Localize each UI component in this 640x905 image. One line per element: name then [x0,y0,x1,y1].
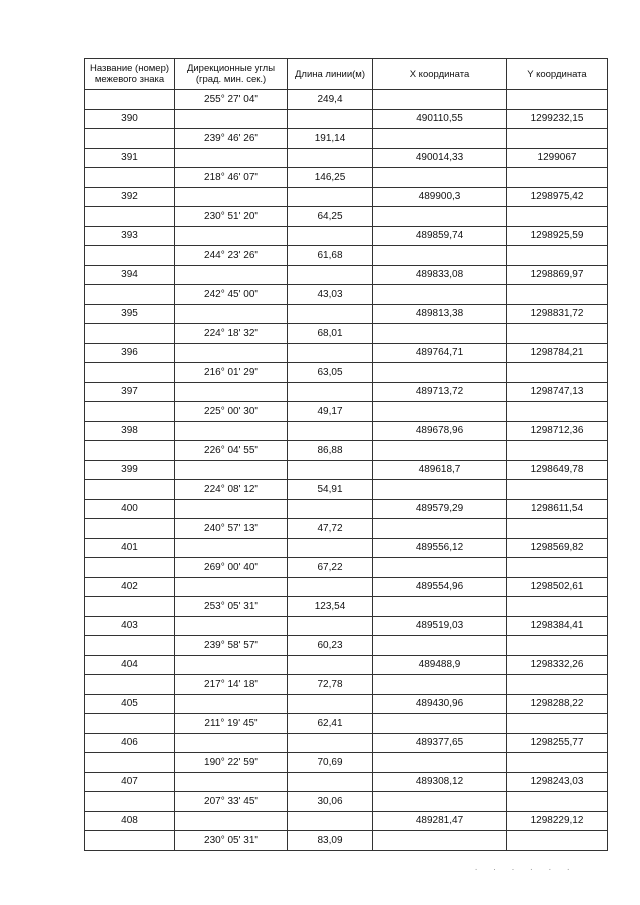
cell-marker-name [85,753,175,773]
cell-y-coordinate [507,714,608,734]
table-row [85,597,608,617]
footer-marks: . . . . . . [474,864,576,872]
table-row [85,246,608,266]
cell-line-length [288,811,373,831]
cell-direction-angle [175,148,288,168]
cell-marker-name: 402 [85,577,175,597]
table-row [85,441,608,461]
cell-line-length [288,148,373,168]
cell-y-coordinate: 1298229,12 [507,811,608,831]
table-row [85,831,608,851]
table-row [85,733,608,753]
cell-direction-angle: 224° 08' 12" [175,480,288,500]
cell-line-length [288,538,373,558]
cell-line-length: 60,23 [288,636,373,656]
cell-line-length: 54,91 [288,480,373,500]
boundary-coordinates-table [84,58,608,851]
cell-direction-angle [175,304,288,324]
cell-line-length: 30,06 [288,792,373,812]
cell-y-coordinate [507,441,608,461]
cell-marker-name: 398 [85,421,175,441]
cell-marker-name: 394 [85,265,175,285]
cell-marker-name: 408 [85,811,175,831]
cell-y-coordinate: 1298712,36 [507,421,608,441]
cell-line-length: 191,14 [288,129,373,149]
header-line-length: Длина линии(м) [288,59,373,90]
table-row [85,753,608,773]
table-row [85,655,608,675]
cell-x-coordinate: 489554,96 [373,577,507,597]
cell-line-length: 67,22 [288,558,373,578]
cell-y-coordinate: 1298255,77 [507,733,608,753]
cell-line-length [288,616,373,636]
cell-y-coordinate [507,636,608,656]
cell-x-coordinate: 489556,12 [373,538,507,558]
cell-direction-angle: 217° 14' 18" [175,675,288,695]
cell-y-coordinate [507,753,608,773]
cell-y-coordinate [507,480,608,500]
cell-y-coordinate: 1298502,61 [507,577,608,597]
table-row [85,304,608,324]
cell-x-coordinate: 489579,29 [373,499,507,519]
cell-x-coordinate: 489678,96 [373,421,507,441]
cell-marker-name: 407 [85,772,175,792]
table-row [85,811,608,831]
cell-y-coordinate [507,558,608,578]
table-row [85,109,608,129]
header-direction-angle-line1: Дирекционные углы [186,63,276,74]
cell-marker-name: 405 [85,694,175,714]
cell-direction-angle [175,226,288,246]
cell-direction-angle [175,577,288,597]
cell-line-length: 146,25 [288,168,373,188]
cell-line-length: 47,72 [288,519,373,539]
cell-marker-name [85,207,175,227]
cell-marker-name: 391 [85,148,175,168]
cell-y-coordinate [507,129,608,149]
cell-y-coordinate: 1298332,26 [507,655,608,675]
table-row [85,343,608,363]
cell-x-coordinate: 490110,55 [373,109,507,129]
cell-x-coordinate [373,480,507,500]
cell-x-coordinate [373,402,507,422]
cell-x-coordinate [373,558,507,578]
table-row [85,363,608,383]
table-row [85,226,608,246]
cell-line-length [288,772,373,792]
cell-marker-name: 390 [85,109,175,129]
header-marker-name-line2: межевого знака [94,74,165,85]
cell-y-coordinate: 1299067 [507,148,608,168]
cell-y-coordinate [507,285,608,305]
cell-x-coordinate: 489618,7 [373,460,507,480]
cell-x-coordinate: 489713,72 [373,382,507,402]
cell-x-coordinate: 489764,71 [373,343,507,363]
cell-line-length: 43,03 [288,285,373,305]
cell-x-coordinate: 489813,38 [373,304,507,324]
cell-marker-name [85,519,175,539]
cell-x-coordinate [373,753,507,773]
table-row [85,129,608,149]
cell-line-length [288,109,373,129]
cell-line-length [288,694,373,714]
cell-marker-name [85,363,175,383]
cell-line-length [288,655,373,675]
table-row [85,499,608,519]
cell-y-coordinate: 1298384,41 [507,616,608,636]
cell-marker-name [85,792,175,812]
cell-line-length [288,265,373,285]
cell-y-coordinate: 1298649,78 [507,460,608,480]
cell-direction-angle [175,187,288,207]
cell-direction-angle: 242° 45' 00" [175,285,288,305]
cell-x-coordinate [373,207,507,227]
header-y-coordinate: Y координата [507,59,608,90]
cell-marker-name [85,246,175,266]
table-row [85,772,608,792]
table-row [85,148,608,168]
cell-y-coordinate [507,90,608,110]
cell-marker-name: 395 [85,304,175,324]
cell-y-coordinate: 1298975,42 [507,187,608,207]
table-row [85,90,608,110]
cell-x-coordinate: 489377,65 [373,733,507,753]
table-row [85,694,608,714]
cell-marker-name [85,129,175,149]
cell-direction-angle [175,694,288,714]
cell-direction-angle [175,655,288,675]
table-row [85,714,608,734]
table-row [85,460,608,480]
cell-marker-name [85,402,175,422]
header-direction-angle-line2: (град. мин. сек.) [195,74,267,85]
table-row [85,538,608,558]
cell-y-coordinate [507,519,608,539]
cell-marker-name [85,324,175,344]
table-row [85,265,608,285]
cell-direction-angle [175,538,288,558]
cell-direction-angle [175,811,288,831]
table-row [85,675,608,695]
cell-x-coordinate [373,363,507,383]
cell-line-length [288,382,373,402]
cell-y-coordinate: 1298747,13 [507,382,608,402]
cell-y-coordinate [507,363,608,383]
cell-y-coordinate: 1298243,03 [507,772,608,792]
cell-x-coordinate: 489900,3 [373,187,507,207]
cell-direction-angle: 230° 51' 20" [175,207,288,227]
cell-direction-angle: 255° 27' 04" [175,90,288,110]
table-row [85,285,608,305]
cell-marker-name: 393 [85,226,175,246]
cell-marker-name: 401 [85,538,175,558]
cell-x-coordinate [373,168,507,188]
table-body [85,90,608,851]
cell-direction-angle: 225° 00' 30" [175,402,288,422]
table-row [85,324,608,344]
cell-marker-name [85,831,175,851]
cell-line-length [288,577,373,597]
cell-direction-angle [175,382,288,402]
cell-line-length [288,304,373,324]
cell-direction-angle: 239° 46' 26" [175,129,288,149]
cell-line-length [288,187,373,207]
cell-x-coordinate [373,714,507,734]
cell-line-length [288,226,373,246]
cell-marker-name [85,597,175,617]
cell-y-coordinate [507,324,608,344]
cell-y-coordinate: 1298611,54 [507,499,608,519]
cell-line-length: 63,05 [288,363,373,383]
header-row [85,59,608,90]
cell-y-coordinate [507,246,608,266]
header-direction-angle [175,59,288,90]
cell-y-coordinate: 1299232,15 [507,109,608,129]
cell-line-length: 123,54 [288,597,373,617]
cell-direction-angle [175,499,288,519]
cell-marker-name [85,90,175,110]
cell-y-coordinate: 1298288,22 [507,694,608,714]
cell-line-length: 68,01 [288,324,373,344]
cell-x-coordinate: 489488,9 [373,655,507,675]
header-x-coordinate: X координата [373,59,507,90]
cell-direction-angle [175,265,288,285]
cell-y-coordinate: 1298831,72 [507,304,608,324]
cell-y-coordinate: 1298784,21 [507,343,608,363]
cell-marker-name: 396 [85,343,175,363]
cell-y-coordinate [507,675,608,695]
cell-y-coordinate [507,207,608,227]
cell-x-coordinate [373,675,507,695]
cell-x-coordinate [373,246,507,266]
cell-line-length: 249,4 [288,90,373,110]
cell-direction-angle: 230° 05' 31" [175,831,288,851]
cell-line-length: 64,25 [288,207,373,227]
cell-x-coordinate [373,285,507,305]
cell-line-length [288,421,373,441]
cell-x-coordinate: 489308,12 [373,772,507,792]
cell-x-coordinate [373,90,507,110]
cell-marker-name [85,636,175,656]
table-row [85,558,608,578]
cell-x-coordinate [373,831,507,851]
cell-marker-name [85,285,175,305]
cell-direction-angle: 216° 01' 29" [175,363,288,383]
cell-line-length [288,499,373,519]
cell-x-coordinate [373,636,507,656]
cell-direction-angle [175,421,288,441]
cell-line-length: 61,68 [288,246,373,266]
table-row [85,519,608,539]
cell-y-coordinate [507,168,608,188]
header-marker-name-line1: Название (номер) [89,63,170,74]
cell-direction-angle: 211° 19' 45" [175,714,288,734]
cell-direction-angle: 253° 05' 31" [175,597,288,617]
cell-line-length: 72,78 [288,675,373,695]
cell-direction-angle [175,733,288,753]
cell-line-length: 86,88 [288,441,373,461]
cell-marker-name: 399 [85,460,175,480]
header-marker-name [85,59,175,90]
cell-x-coordinate: 489281,47 [373,811,507,831]
cell-x-coordinate: 489859,74 [373,226,507,246]
table-row [85,577,608,597]
cell-y-coordinate [507,597,608,617]
cell-direction-angle: 240° 57' 13" [175,519,288,539]
cell-x-coordinate [373,129,507,149]
table-row [85,402,608,422]
cell-direction-angle: 218° 46' 07" [175,168,288,188]
cell-marker-name: 404 [85,655,175,675]
cell-direction-angle [175,772,288,792]
cell-direction-angle [175,460,288,480]
cell-line-length [288,343,373,363]
cell-line-length: 83,09 [288,831,373,851]
table-row [85,168,608,188]
cell-x-coordinate: 489430,96 [373,694,507,714]
cell-marker-name: 406 [85,733,175,753]
cell-marker-name: 392 [85,187,175,207]
table-row [85,382,608,402]
table-row [85,636,608,656]
cell-direction-angle: 269° 00' 40" [175,558,288,578]
cell-direction-angle: 239° 58' 57" [175,636,288,656]
cell-x-coordinate [373,441,507,461]
cell-direction-angle [175,109,288,129]
cell-line-length: 62,41 [288,714,373,734]
cell-x-coordinate: 489833,08 [373,265,507,285]
cell-direction-angle: 224° 18' 32" [175,324,288,344]
cell-line-length [288,733,373,753]
cell-marker-name: 400 [85,499,175,519]
cell-marker-name [85,714,175,734]
cell-direction-angle [175,616,288,636]
cell-direction-angle [175,343,288,363]
cell-marker-name [85,558,175,578]
cell-marker-name [85,168,175,188]
cell-y-coordinate: 1298869,97 [507,265,608,285]
cell-x-coordinate: 490014,33 [373,148,507,168]
cell-y-coordinate: 1298925,59 [507,226,608,246]
cell-direction-angle: 244° 23' 26" [175,246,288,266]
cell-y-coordinate: 1298569,82 [507,538,608,558]
table-row [85,187,608,207]
cell-x-coordinate [373,324,507,344]
table-row [85,616,608,636]
table-header [85,59,608,90]
cell-x-coordinate: 489519,03 [373,616,507,636]
cell-line-length: 49,17 [288,402,373,422]
cell-direction-angle: 207° 33' 45" [175,792,288,812]
cell-y-coordinate [507,402,608,422]
table-row [85,792,608,812]
table-row [85,480,608,500]
cell-line-length: 70,69 [288,753,373,773]
cell-y-coordinate [507,831,608,851]
cell-marker-name [85,480,175,500]
cell-x-coordinate [373,519,507,539]
table-row [85,421,608,441]
cell-marker-name [85,675,175,695]
table-row [85,207,608,227]
cell-marker-name [85,441,175,461]
cell-x-coordinate [373,792,507,812]
cell-marker-name: 403 [85,616,175,636]
cell-marker-name: 397 [85,382,175,402]
cell-direction-angle: 226° 04' 55" [175,441,288,461]
cell-direction-angle: 190° 22' 59" [175,753,288,773]
cell-x-coordinate [373,597,507,617]
cell-line-length [288,460,373,480]
cell-y-coordinate [507,792,608,812]
